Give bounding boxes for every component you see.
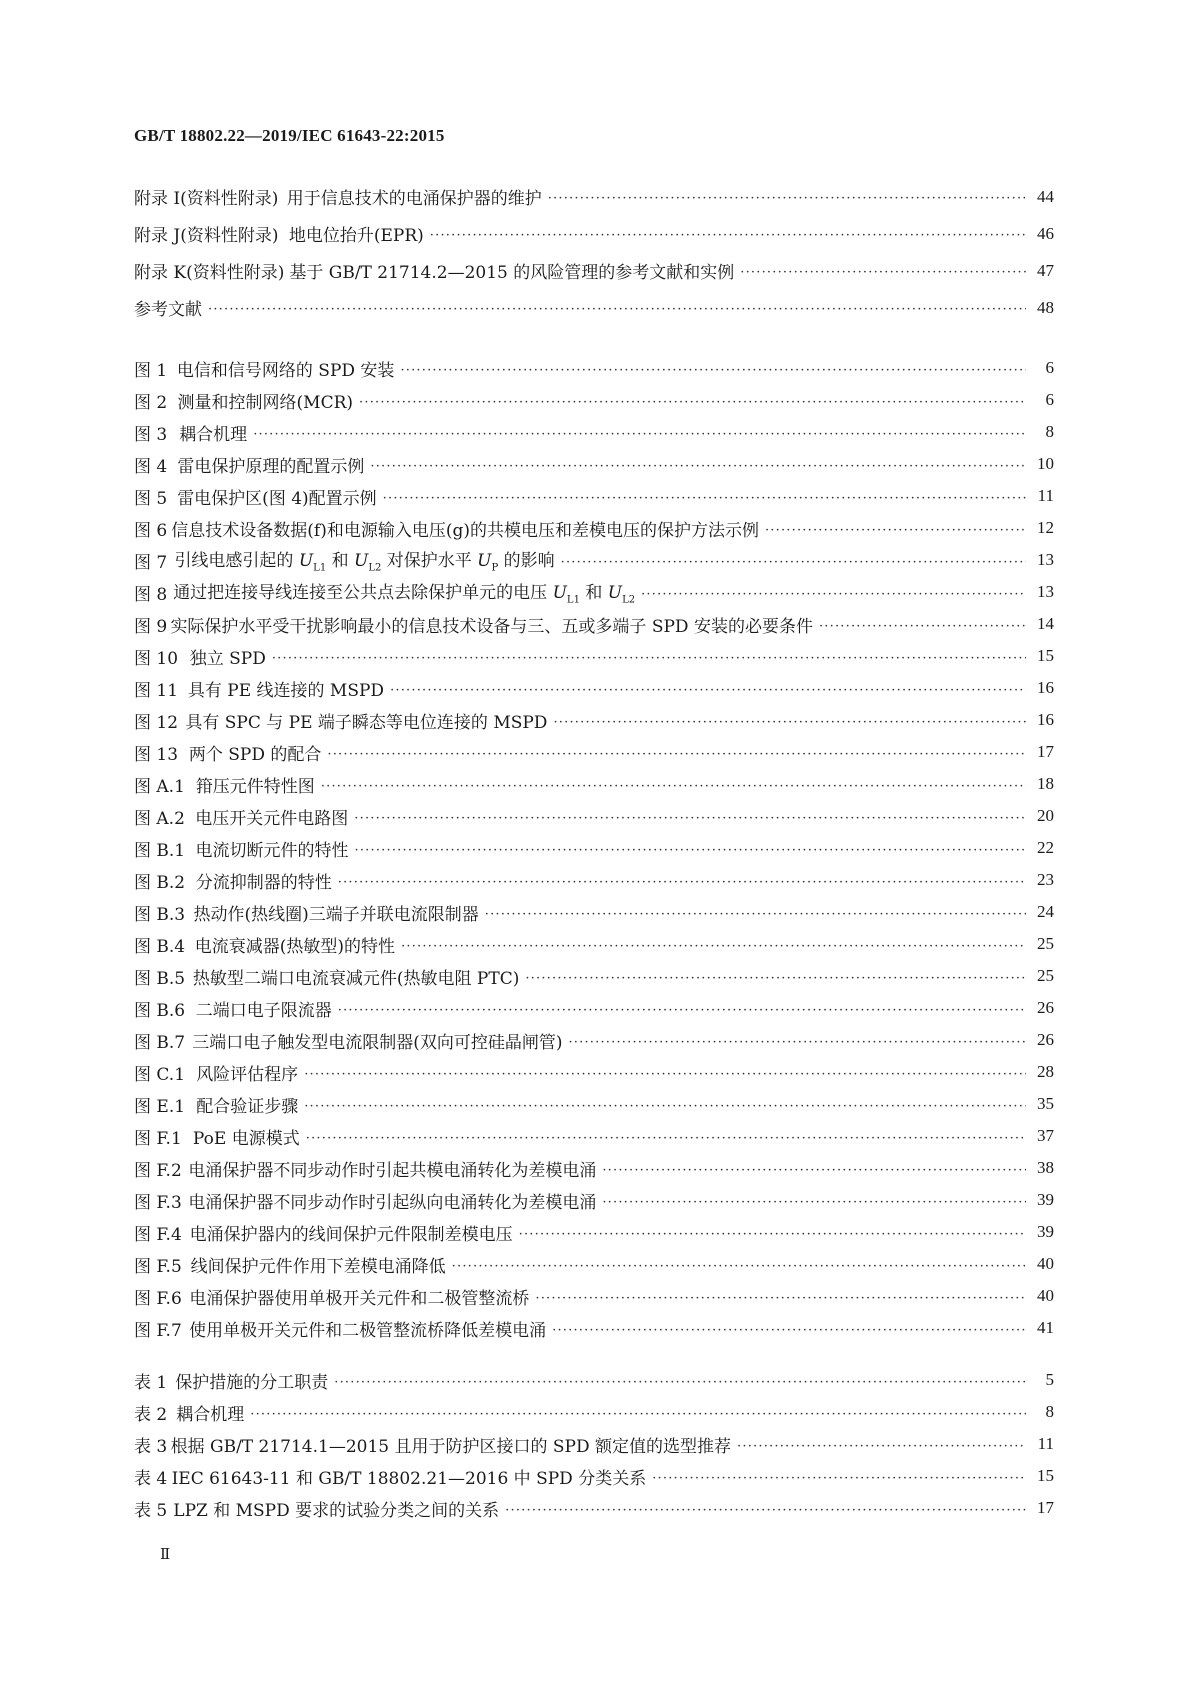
toc-entry-title: 配合验证步骤 (196, 1096, 299, 1117)
toc-entry-page-number: 17 (1037, 1498, 1054, 1517)
toc-entry[interactable] (134, 576, 1054, 608)
dot-leader (602, 1196, 1026, 1209)
toc-entry[interactable] (134, 736, 1054, 768)
toc-entry-page-number: 26 (1037, 998, 1054, 1017)
toc-entry-label: 图 C.1 (134, 1064, 186, 1085)
toc-entry-title: 基于 GB/T 21714.2—2015 的风险管理的参考文献和实例 (289, 263, 735, 283)
toc-entry-label: 图 1 (134, 360, 168, 381)
toc-entry-page-number: 46 (1037, 223, 1054, 243)
toc-entry-label: 表 2 (134, 1404, 168, 1425)
toc-entry[interactable] (134, 1088, 1054, 1120)
page-number-footer: Ⅱ (160, 1547, 171, 1563)
toc-entry-label: 图 2 (134, 392, 168, 413)
figure-list (134, 352, 1054, 1344)
toc-entry-title: 电涌保护器内的线间保护元件限制差模电压 (189, 1224, 513, 1245)
toc-entry-title: 测量和控制网络(MCR) (177, 392, 354, 413)
toc-entry-label: 图 3 (134, 424, 168, 445)
toc-entry-page-number: 22 (1037, 838, 1054, 857)
toc-entry-page-number: 11 (1037, 486, 1054, 505)
toc-entry[interactable] (134, 1428, 1054, 1460)
toc-entry[interactable] (134, 1216, 1054, 1248)
toc-entry[interactable] (134, 352, 1054, 384)
toc-entry-page-number: 15 (1037, 1466, 1054, 1485)
toc-entry-page-number: 11 (1037, 1434, 1054, 1453)
dot-leader (452, 1260, 1026, 1273)
toc-entry-page-number: 35 (1037, 1094, 1054, 1113)
toc-entry-page-number: 6 (1045, 390, 1054, 409)
toc-entry[interactable] (134, 289, 1054, 326)
toc-entry[interactable] (134, 1460, 1054, 1492)
dot-leader (272, 652, 1026, 665)
toc-entry-title: 电流切断元件的特性 (195, 840, 349, 861)
toc-entry[interactable] (134, 448, 1054, 480)
toc-entry-title: PoE 电源模式 (192, 1128, 300, 1149)
toc-entry-label: 图 F.4 (134, 1224, 182, 1245)
toc-entry-label: 图 9 (134, 616, 168, 637)
toc-entry-page-number: 40 (1037, 1286, 1054, 1305)
toc-entry-page-number: 39 (1037, 1222, 1054, 1241)
dot-leader (535, 1292, 1026, 1305)
toc-entry-page-number: 5 (1045, 1370, 1054, 1389)
dot-leader (568, 1036, 1026, 1049)
toc-entry[interactable] (134, 1396, 1054, 1428)
toc-entry-title: 线间保护元件作用下差模电涌降低 (190, 1256, 446, 1277)
toc-entry-label: 图 6 (134, 520, 168, 541)
toc-entry-page-number: 25 (1037, 966, 1054, 985)
toc-entry[interactable] (134, 992, 1054, 1024)
standard-number-header: GB/T 18802.22—2019/IEC 61643-22:2015 (134, 126, 445, 145)
toc-entry-label: 附录 K(资料性附录) (134, 263, 285, 283)
dot-leader (505, 1504, 1026, 1517)
toc-entry-label: 图 7 (134, 552, 168, 573)
toc-entry-page-number: 13 (1037, 550, 1054, 569)
toc-entry-label: 图 E.1 (134, 1096, 186, 1117)
toc-entry-title: 用于信息技术的电涌保护器的维护 (286, 189, 542, 209)
toc-entry-label: 表 4 (134, 1468, 168, 1489)
toc-entry-label: 参考文献 (134, 300, 202, 320)
toc-entry-label: 附录 J(资料性附录) (134, 226, 279, 246)
toc-entry-title: 地电位抬升(EPR) (288, 226, 424, 246)
toc-entry-label: 图 F.7 (134, 1320, 182, 1341)
toc-entry-title: 耦合机理 (179, 424, 248, 445)
toc-entry-label: 图 4 (134, 456, 168, 477)
toc-entry[interactable] (134, 480, 1054, 512)
toc-entry-label: 图 A.2 (134, 808, 185, 829)
dot-leader (338, 876, 1026, 889)
toc-entry-title: 热敏型二端口电流衰减元件(热敏电阻 PTC) (192, 968, 520, 989)
toc-entry-label: 图 B.4 (134, 936, 186, 957)
toc-entry-label: 图 B.3 (134, 904, 186, 925)
toc-entry-label: 图 B.7 (134, 1032, 186, 1053)
toc-entry-page-number: 15 (1037, 646, 1054, 665)
toc-entry-page-number: 28 (1037, 1062, 1054, 1081)
toc-entry-title: 雷电保护原理的配置示例 (177, 456, 365, 477)
dot-leader (740, 266, 1026, 279)
dot-leader (561, 556, 1026, 569)
toc-entry-title: 耦合机理 (176, 1404, 245, 1425)
toc-entry-label: 图 F.5 (134, 1256, 182, 1277)
toc-entry-page-number: 18 (1037, 774, 1054, 793)
toc-entry-page-number: 8 (1045, 1402, 1054, 1421)
toc-entry[interactable] (134, 1364, 1054, 1396)
dot-leader (370, 460, 1026, 473)
table-list (134, 1364, 1054, 1524)
toc-entry-page-number: 16 (1037, 678, 1054, 697)
annex-list (134, 178, 1054, 326)
dot-leader (306, 1132, 1026, 1145)
toc-entry[interactable] (134, 800, 1054, 832)
dot-leader (652, 1472, 1026, 1485)
toc-entry[interactable] (134, 1184, 1054, 1216)
toc-entry-page-number: 14 (1037, 614, 1054, 633)
toc-entry[interactable] (134, 1312, 1054, 1344)
toc-entry[interactable] (134, 252, 1054, 289)
toc-entry-label: 图 B.6 (134, 1000, 186, 1021)
toc-entry-page-number: 12 (1037, 518, 1054, 537)
toc-entry-label: 表 3 (134, 1436, 168, 1457)
dot-leader (485, 908, 1026, 921)
toc-entry-title: 使用单极开关元件和二极管整流桥降低差模电涌 (189, 1320, 547, 1341)
dot-leader (765, 524, 1026, 537)
toc-entry-label: 图 B.2 (134, 872, 186, 893)
toc-entry-title: 具有 SPC 与 PE 端子瞬态等电位连接的 MSPD (185, 712, 548, 733)
toc-entry-label: 图 F.3 (134, 1192, 182, 1213)
toc-entry-label: 图 13 (134, 744, 179, 765)
toc-entry-title: 通过把连接导线连接至公共点去除保护单元的电压 $U_{L1}$ 和 $U_{L2}$ (173, 583, 636, 606)
toc-entry-label: 图 A.1 (134, 776, 185, 797)
dot-leader (737, 1440, 1026, 1453)
toc-entry[interactable] (134, 1024, 1054, 1056)
toc-entry-title: 电涌保护器不同步动作时引起纵向电涌转化为差模电涌 (188, 1192, 597, 1213)
toc-entry[interactable] (134, 1056, 1054, 1088)
dot-leader (553, 716, 1026, 729)
dot-leader (208, 303, 1026, 316)
toc-entry[interactable] (134, 928, 1054, 960)
toc-entry-title: 三端口电子触发型电流限制器(双向可控硅晶闸管) (192, 1032, 563, 1053)
toc-entry-title: 独立 SPD (189, 648, 266, 669)
toc-entry-page-number: 48 (1037, 297, 1054, 317)
dot-leader (304, 1068, 1026, 1081)
toc-entry[interactable] (134, 768, 1054, 800)
toc-entry-title: 电信和信号网络的 SPD 安装 (176, 360, 395, 381)
toc-entry[interactable] (134, 896, 1054, 928)
dot-leader (400, 364, 1026, 377)
dot-leader (552, 1324, 1026, 1337)
toc-entry[interactable] (134, 960, 1054, 992)
toc-entry-page-number: 47 (1037, 260, 1054, 280)
toc-entry-page-number: 20 (1037, 806, 1054, 825)
toc-entry-label: 图 B.1 (134, 840, 186, 861)
toc-entry-page-number: 13 (1037, 582, 1054, 601)
toc-entry-title: 引线电感引起的 $U_{L1}$ 和 $U_{L2}$ 对保护水平 $U_P$ 的影响 (174, 551, 555, 574)
dot-leader (359, 396, 1026, 409)
toc-entry-label: 图 F.6 (134, 1288, 182, 1309)
toc-entry-title: 保护措施的分工职责 (175, 1372, 329, 1393)
toc-entry-label: 附录 I(资料性附录) (134, 189, 279, 209)
toc-entry[interactable] (134, 1280, 1054, 1312)
toc-entry-page-number: 37 (1037, 1126, 1054, 1145)
toc-entry-title: 箝压元件特性图 (195, 776, 315, 797)
toc-entry-page-number: 44 (1037, 186, 1054, 206)
toc-entry-label: 表 5 (134, 1500, 168, 1521)
dot-leader (355, 844, 1026, 857)
toc-entry-page-number: 17 (1037, 742, 1054, 761)
toc-entry-title: 热动作(热线圈)三端子并联电流限制器 (193, 904, 479, 925)
dot-leader (334, 1376, 1026, 1389)
dot-leader (602, 1164, 1026, 1177)
toc-entry-title: 电涌保护器不同步动作时引起共模电涌转化为差模电涌 (188, 1160, 597, 1181)
toc-entry[interactable] (134, 608, 1054, 640)
toc-entry[interactable] (134, 672, 1054, 704)
dot-leader (430, 229, 1026, 242)
dot-leader (401, 940, 1026, 953)
toc-entry[interactable] (134, 1248, 1054, 1280)
toc-entry-label: 图 F.1 (134, 1128, 182, 1149)
toc-entry-page-number: 40 (1037, 1254, 1054, 1273)
dot-leader (327, 748, 1026, 761)
toc-entry-label: 图 F.2 (134, 1160, 182, 1181)
toc-entry-label: 图 11 (134, 680, 179, 701)
toc-entry[interactable] (134, 544, 1054, 576)
toc-entry-label: 图 10 (134, 648, 179, 669)
toc-entry-label: 图 8 (134, 584, 168, 605)
dot-leader (548, 192, 1026, 205)
toc-entry-title: 雷电保护区(图 4)配置示例 (177, 488, 377, 509)
toc-entry[interactable] (134, 704, 1054, 736)
dot-leader (641, 588, 1026, 601)
toc-entry-title: 二端口电子限流器 (195, 1000, 332, 1021)
dot-leader (819, 620, 1026, 633)
toc-entry-title: 电涌保护器使用单极开关元件和二极管整流桥 (189, 1288, 530, 1309)
dot-leader (525, 972, 1026, 985)
dot-leader (390, 684, 1026, 697)
toc-entry-title: 实际保护水平受干扰影响最小的信息技术设备与三、五或多端子 SPD 安装的必要条件 (170, 616, 813, 637)
toc-entry-label: 表 1 (134, 1372, 168, 1393)
toc-entry[interactable] (134, 512, 1054, 544)
toc-entry-title: 根据 GB/T 21714.1—2015 且用于防护区接口的 SPD 额定值的选型推荐 (170, 1436, 732, 1457)
toc-entry-title: 电流衰减器(热敏型)的特性 (194, 936, 396, 957)
toc-entry-label: 图 5 (134, 488, 168, 509)
toc-entry[interactable] (134, 384, 1054, 416)
toc-entry-title: 具有 PE 线连接的 MSPD (187, 680, 385, 701)
toc-entry-title: 两个 SPD 的配合 (188, 744, 322, 765)
toc-entry[interactable] (134, 178, 1054, 215)
toc-entry-title: IEC 61643-11 和 GB/T 18802.21—2016 中 SPD 分类关系 (171, 1468, 647, 1489)
dot-leader (250, 1408, 1026, 1421)
dot-leader (321, 780, 1026, 793)
toc-entry-page-number: 8 (1045, 422, 1054, 441)
dot-leader (383, 492, 1026, 505)
toc-entry[interactable] (134, 640, 1054, 672)
toc-entry-title: 电压开关元件电路图 (195, 808, 349, 829)
toc-entry-label: 图 12 (134, 712, 179, 733)
toc-entry[interactable] (134, 215, 1054, 252)
toc-entry[interactable] (134, 832, 1054, 864)
toc-entry-title: 分流抑制器的特性 (195, 872, 332, 893)
toc-entry-page-number: 38 (1037, 1158, 1054, 1177)
toc-entry-title: 信息技术设备数据(f)和电源输入电压(g)的共模电压和差模电压的保护方法示例 (171, 520, 759, 541)
toc-entry-page-number: 25 (1037, 934, 1054, 953)
dot-leader (253, 428, 1026, 441)
toc-entry-title: LPZ 和 MSPD 要求的试验分类之间的关系 (173, 1500, 500, 1521)
dot-leader (354, 812, 1026, 825)
toc-entry-page-number: 41 (1037, 1318, 1054, 1337)
toc-entry-label: 图 B.5 (134, 968, 186, 989)
dot-leader (519, 1228, 1026, 1241)
toc-entry[interactable] (134, 864, 1054, 896)
dot-leader (338, 1004, 1026, 1017)
toc-entry-page-number: 26 (1037, 1030, 1054, 1049)
toc-entry-page-number: 39 (1037, 1190, 1054, 1209)
toc-entry-page-number: 10 (1037, 454, 1054, 473)
toc-entry-page-number: 23 (1037, 870, 1054, 889)
toc-entry[interactable] (134, 1492, 1054, 1524)
toc-entry-title: 风险评估程序 (196, 1064, 299, 1085)
toc-entry[interactable] (134, 416, 1054, 448)
toc-entry-page-number: 24 (1037, 902, 1054, 921)
toc-entry[interactable] (134, 1152, 1054, 1184)
toc-entry[interactable] (134, 1120, 1054, 1152)
dot-leader (304, 1100, 1026, 1113)
toc-entry-page-number: 16 (1037, 710, 1054, 729)
toc-entry-page-number: 6 (1045, 358, 1054, 377)
